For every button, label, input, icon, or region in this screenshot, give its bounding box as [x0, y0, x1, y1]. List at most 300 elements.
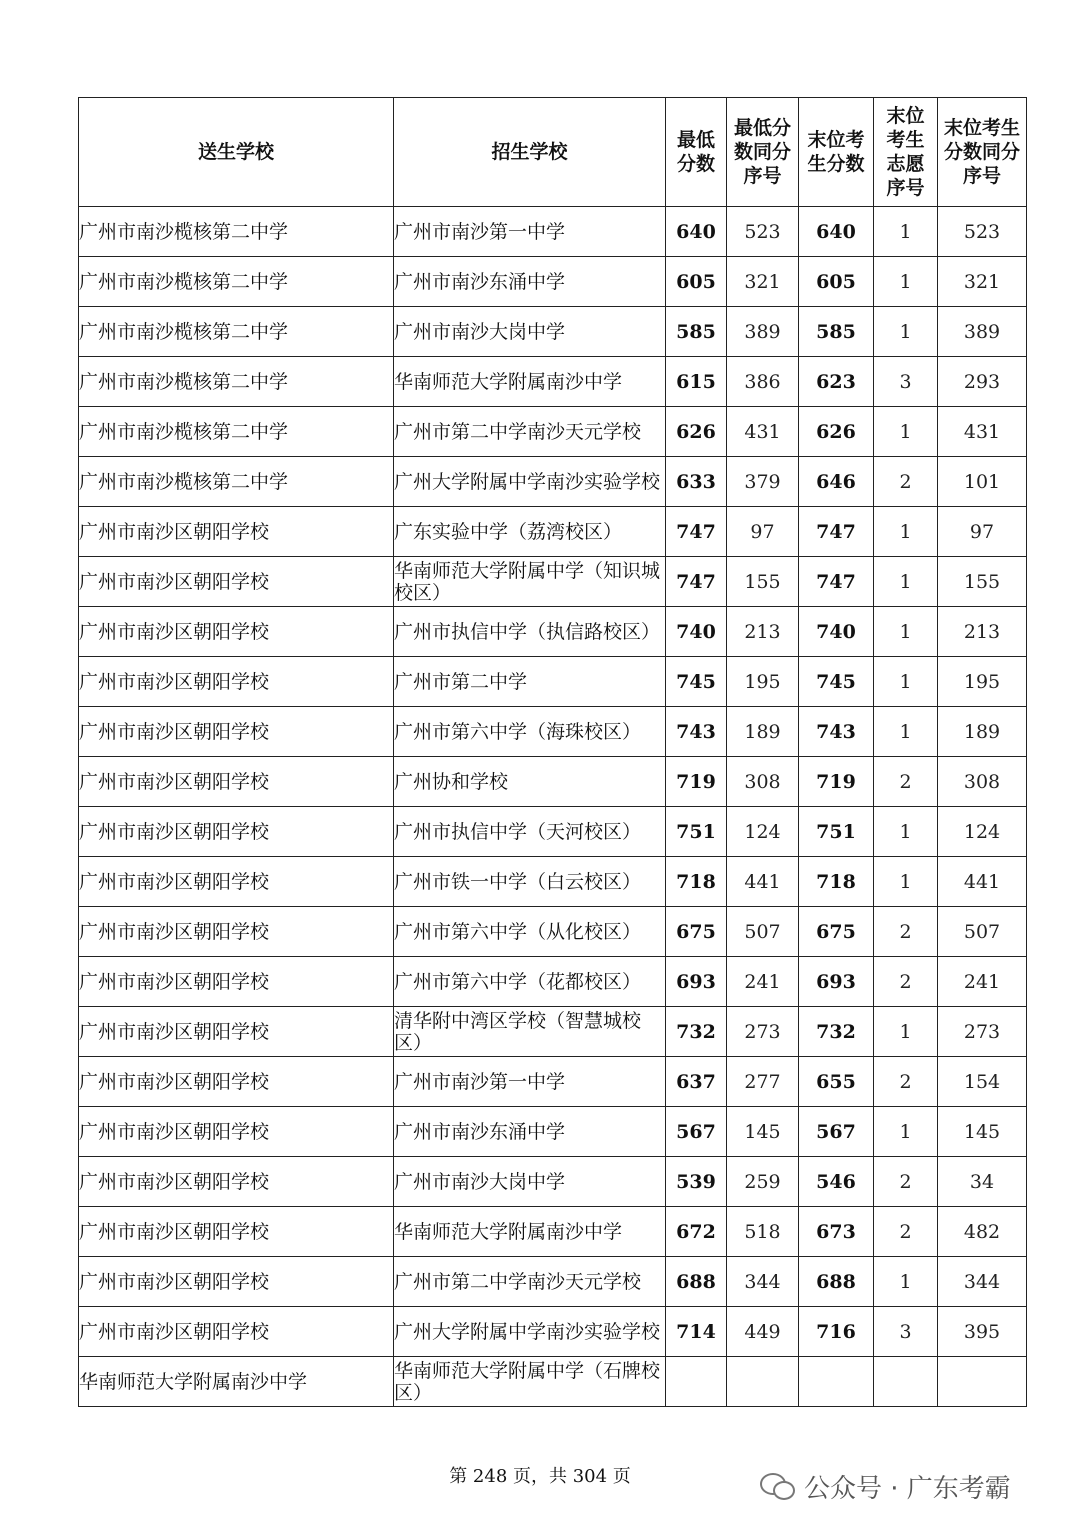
cell-last-score-seq-text: 507	[963, 920, 1001, 943]
cell-last-score-seq	[938, 457, 1027, 507]
cell-min-score-seq	[727, 457, 799, 507]
cell-min-score-text: 633	[676, 470, 716, 493]
cell-min-score-seq	[727, 307, 799, 357]
cell-last-score-seq-text: 395	[963, 1320, 1001, 1343]
cell-min-score-seq-text: 145	[744, 1120, 781, 1143]
cell-min-score	[666, 1107, 727, 1157]
cell-last-score-seq	[938, 1007, 1027, 1057]
cell-last-score	[799, 557, 874, 607]
cell-min-score-text: 637	[676, 1070, 716, 1093]
cell-min-score-seq-text: 507	[744, 920, 781, 943]
cell-min-score-seq-text: 259	[744, 1170, 781, 1193]
cell-min-score	[666, 1207, 727, 1257]
cell-send-school-text: 广州市南沙榄核第二中学	[79, 220, 289, 243]
cell-last-score-text: 747	[816, 520, 856, 543]
cell-recv-school	[394, 607, 666, 657]
cell-last-pref-text: 1	[899, 1020, 912, 1043]
cell-send-school	[79, 1257, 394, 1307]
cell-min-score-seq	[727, 607, 799, 657]
cell-last-score	[799, 707, 874, 757]
cell-recv-school	[394, 707, 666, 757]
cell-recv-school	[394, 507, 666, 557]
cell-min-score-seq	[727, 257, 799, 307]
cell-send-school	[79, 657, 394, 707]
cell-last-score	[799, 657, 874, 707]
cell-min-score-seq-text: 431	[744, 420, 781, 443]
cell-send-school	[79, 1307, 394, 1357]
cell-last-pref	[874, 1357, 938, 1407]
cell-min-score	[666, 757, 727, 807]
cell-last-score-seq-text: 189	[963, 720, 1001, 743]
cell-recv-school-text: 广州市第二中学南沙天元学校	[394, 1270, 642, 1293]
cell-min-score-seq	[727, 957, 799, 1007]
cell-send-school-text: 广州市南沙榄核第二中学	[79, 370, 289, 393]
cell-last-pref-text: 1	[899, 320, 912, 343]
cell-min-score-text: 539	[676, 1170, 716, 1193]
cell-min-score-seq	[727, 407, 799, 457]
cell-min-score-text: 740	[676, 620, 716, 643]
cell-min-score-seq	[727, 507, 799, 557]
cell-last-score	[799, 257, 874, 307]
cell-last-pref	[874, 1307, 938, 1357]
cell-send-school-text: 广州市南沙区朝阳学校	[79, 1220, 270, 1243]
cell-last-pref	[874, 807, 938, 857]
cell-send-school-text: 广州市南沙区朝阳学校	[79, 820, 270, 843]
wechat-icon	[760, 1471, 796, 1501]
cell-min-score-seq-text: 389	[744, 320, 781, 343]
cell-last-score-text: 688	[816, 1270, 856, 1293]
cell-send-school	[79, 1357, 394, 1407]
watermark-text: 公众号 · 广东考霸	[804, 1473, 1011, 1504]
cell-last-score-text: 719	[816, 770, 856, 793]
cell-min-score-seq	[727, 807, 799, 857]
cell-last-score-seq	[938, 407, 1027, 457]
cell-last-score-text: 546	[816, 1170, 856, 1193]
cell-recv-school-text: 广州市第二中学	[394, 670, 528, 693]
cell-last-score-seq-text: 101	[963, 470, 1001, 493]
cell-recv-school-text: 华南师范大学附属中学（知识城校区）	[394, 559, 661, 604]
cell-last-score-seq-text: 213	[963, 620, 1001, 643]
cell-send-school-text: 广州市南沙区朝阳学校	[79, 920, 270, 943]
cell-min-score-text: 672	[676, 1220, 716, 1243]
cell-last-pref-text: 1	[899, 270, 912, 293]
cell-send-school	[79, 907, 394, 957]
cell-last-score-seq	[938, 907, 1027, 957]
cell-last-score-seq	[938, 1157, 1027, 1207]
cell-send-school-text: 华南师范大学附属南沙中学	[79, 1370, 308, 1393]
cell-last-score-seq-text: 34	[969, 1170, 995, 1193]
cell-last-score-seq	[938, 807, 1027, 857]
cell-min-score-text: 615	[676, 370, 716, 393]
cell-recv-school-text: 广州市第六中学（花都校区）	[394, 970, 642, 993]
cell-last-score-seq-text: 344	[963, 1270, 1001, 1293]
cell-last-score-seq-text: 155	[963, 570, 1001, 593]
cell-send-school	[79, 607, 394, 657]
table-row	[79, 257, 1027, 307]
cell-min-score	[666, 407, 727, 457]
cell-last-pref	[874, 657, 938, 707]
table-row	[79, 907, 1027, 957]
cell-last-pref-text: 1	[899, 870, 912, 893]
cell-last-pref-text: 1	[899, 820, 912, 843]
cell-min-score-text: 688	[676, 1270, 716, 1293]
cell-last-pref	[874, 457, 938, 507]
cell-last-score-seq	[938, 507, 1027, 557]
cell-min-score-text: 605	[676, 270, 716, 293]
cell-min-score-seq-text: 189	[744, 720, 781, 743]
cell-last-score-seq	[938, 1257, 1027, 1307]
cell-min-score-seq-text: 518	[744, 1220, 781, 1243]
cell-last-score-seq-text: 523	[963, 220, 1001, 243]
cell-last-score	[799, 1207, 874, 1257]
cell-last-pref-text: 1	[899, 420, 912, 443]
cell-min-score-seq-text: 277	[744, 1070, 781, 1093]
cell-recv-school-text: 广州市铁一中学（白云校区）	[394, 870, 642, 893]
cell-min-score	[666, 607, 727, 657]
cell-recv-school	[394, 457, 666, 507]
cell-last-score-seq	[938, 307, 1027, 357]
cell-last-pref-text: 2	[899, 470, 912, 493]
cell-last-score	[799, 357, 874, 407]
cell-last-score	[799, 957, 874, 1007]
cell-send-school-text: 广州市南沙区朝阳学校	[79, 520, 270, 543]
cell-min-score-seq-text: 213	[744, 620, 781, 643]
cell-last-score	[799, 207, 874, 257]
cell-min-score	[666, 1307, 727, 1357]
cell-recv-school	[394, 757, 666, 807]
cell-min-score-seq	[727, 1157, 799, 1207]
cell-recv-school-text: 广州市南沙大岗中学	[394, 1170, 566, 1193]
cell-min-score	[666, 207, 727, 257]
header-last-score-seq	[938, 98, 1027, 207]
cell-last-pref-text: 1	[899, 1120, 912, 1143]
cell-min-score-seq-text: 195	[744, 670, 781, 693]
cell-recv-school	[394, 1157, 666, 1207]
cell-last-score-text: 716	[816, 1320, 856, 1343]
cell-send-school-text: 广州市南沙榄核第二中学	[79, 420, 289, 443]
cell-send-school-text: 广州市南沙榄核第二中学	[79, 270, 289, 293]
cell-send-school-text: 广州市南沙区朝阳学校	[79, 1270, 270, 1293]
cell-recv-school-text: 广州市南沙第一中学	[394, 1070, 566, 1093]
cell-send-school	[79, 1007, 394, 1057]
table-row	[79, 1357, 1027, 1407]
cell-send-school-text: 广州市南沙区朝阳学校	[79, 1170, 270, 1193]
cell-last-score	[799, 507, 874, 557]
cell-min-score-seq	[727, 1007, 799, 1057]
cell-recv-school	[394, 907, 666, 957]
cell-last-score	[799, 857, 874, 907]
cell-last-score-text: 626	[816, 420, 856, 443]
cell-min-score-seq-text: 379	[744, 470, 781, 493]
cell-last-score-seq	[938, 557, 1027, 607]
cell-last-score-seq-text: 154	[963, 1070, 1001, 1093]
cell-last-score-text: 640	[816, 220, 856, 243]
cell-min-score-seq	[727, 557, 799, 607]
cell-recv-school-text: 清华附中湾区学校（智慧城校区）	[394, 1009, 642, 1054]
cell-min-score-text: 626	[676, 420, 716, 443]
cell-last-pref	[874, 1157, 938, 1207]
cell-last-score	[799, 1257, 874, 1307]
cell-send-school	[79, 1207, 394, 1257]
cell-recv-school-text: 华南师范大学附属中学（石牌校区）	[394, 1359, 661, 1404]
cell-min-score	[666, 807, 727, 857]
table-row	[79, 807, 1027, 857]
cell-min-score-seq	[727, 1307, 799, 1357]
table-row	[79, 1107, 1027, 1157]
cell-last-score-seq-text: 195	[963, 670, 1001, 693]
cell-last-pref	[874, 907, 938, 957]
table-row	[79, 507, 1027, 557]
cell-min-score-seq-text: 523	[744, 220, 781, 243]
cell-last-pref	[874, 507, 938, 557]
cell-min-score	[666, 857, 727, 907]
header-last-score-text: 末位考生分数	[807, 129, 865, 175]
cell-min-score-text: 751	[676, 820, 716, 843]
cell-last-score-text: 585	[816, 320, 856, 343]
cell-min-score	[666, 1257, 727, 1307]
table-row	[79, 407, 1027, 457]
cell-recv-school-text: 广州市第二中学南沙天元学校	[394, 420, 642, 443]
cell-last-pref	[874, 707, 938, 757]
cell-last-score-seq-text: 308	[963, 770, 1001, 793]
cell-min-score-text: 693	[676, 970, 716, 993]
cell-min-score-seq-text: 124	[744, 820, 781, 843]
cell-recv-school-text: 广州市南沙东涌中学	[394, 270, 566, 293]
cell-last-pref-text: 3	[899, 370, 912, 393]
cell-last-pref	[874, 207, 938, 257]
cell-min-score	[666, 1157, 727, 1207]
cell-last-score-seq	[938, 957, 1027, 1007]
cell-send-school-text: 广州市南沙区朝阳学校	[79, 770, 270, 793]
cell-last-pref-text: 1	[899, 220, 912, 243]
cell-last-score	[799, 407, 874, 457]
cell-last-score	[799, 1007, 874, 1057]
cell-last-score-text: 745	[816, 670, 856, 693]
cell-last-pref	[874, 557, 938, 607]
cell-last-pref	[874, 757, 938, 807]
cell-last-score-text: 655	[816, 1070, 856, 1093]
cell-last-pref-text: 2	[899, 1220, 912, 1243]
cell-last-score	[799, 1057, 874, 1107]
cell-recv-school-text: 广州市南沙东涌中学	[394, 1120, 566, 1143]
table-row	[79, 857, 1027, 907]
cell-min-score-seq-text: 155	[744, 570, 781, 593]
cell-recv-school-text: 广州协和学校	[394, 770, 509, 793]
cell-send-school	[79, 257, 394, 307]
cell-last-score-seq	[938, 657, 1027, 707]
cell-last-pref	[874, 257, 938, 307]
cell-last-score-text: 567	[816, 1120, 856, 1143]
cell-send-school-text: 广州市南沙区朝阳学校	[79, 1320, 270, 1343]
cell-recv-school	[394, 1207, 666, 1257]
cell-min-score	[666, 657, 727, 707]
cell-last-score-text: 605	[816, 270, 856, 293]
cell-last-score-seq-text: 431	[963, 420, 1001, 443]
cell-last-score-seq-text: 389	[963, 320, 1001, 343]
table-row	[79, 707, 1027, 757]
cell-last-score-text: 718	[816, 870, 856, 893]
cell-last-pref	[874, 1007, 938, 1057]
cell-recv-school	[394, 257, 666, 307]
cell-min-score-seq-text: 97	[750, 520, 775, 543]
cell-min-score	[666, 907, 727, 957]
cell-last-score-seq	[938, 1107, 1027, 1157]
cell-last-score	[799, 807, 874, 857]
cell-min-score-text: 732	[676, 1020, 716, 1043]
cell-recv-school	[394, 207, 666, 257]
cell-recv-school	[394, 1357, 666, 1407]
cell-last-score-text: 675	[816, 920, 856, 943]
cell-last-pref-text: 2	[899, 970, 912, 993]
cell-last-pref	[874, 357, 938, 407]
cell-min-score-seq	[727, 1057, 799, 1107]
cell-last-pref-text: 2	[899, 770, 912, 793]
cell-min-score-seq	[727, 907, 799, 957]
table-row	[79, 607, 1027, 657]
header-min-score-text: 最低分数	[676, 129, 715, 175]
cell-recv-school-text: 广州市第六中学（从化校区）	[394, 920, 642, 943]
cell-last-score	[799, 1157, 874, 1207]
table-row	[79, 357, 1027, 407]
cell-recv-school	[394, 407, 666, 457]
cell-recv-school-text: 广州市南沙大岗中学	[394, 320, 566, 343]
cell-last-score-seq-text: 241	[963, 970, 1001, 993]
cell-min-score-seq	[727, 357, 799, 407]
cell-send-school-text: 广州市南沙区朝阳学校	[79, 1070, 270, 1093]
cell-min-score-seq	[727, 1207, 799, 1257]
cell-recv-school	[394, 1107, 666, 1157]
header-min-score-seq	[727, 98, 799, 207]
cell-recv-school-text: 广东实验中学（荔湾校区）	[394, 520, 623, 543]
cell-recv-school	[394, 957, 666, 1007]
page-number: 第 248 页，共 304 页	[449, 1466, 631, 1487]
cell-last-score	[799, 757, 874, 807]
table-row	[79, 757, 1027, 807]
table-row	[79, 1057, 1027, 1107]
cell-min-score-seq-text: 344	[744, 1270, 781, 1293]
cell-send-school-text: 广州市南沙区朝阳学校	[79, 720, 270, 743]
cell-send-school-text: 广州市南沙榄核第二中学	[79, 320, 289, 343]
cell-send-school	[79, 557, 394, 607]
cell-min-score-text: 718	[676, 870, 716, 893]
cell-send-school-text: 广州市南沙区朝阳学校	[79, 870, 270, 893]
cell-recv-school-text: 广州大学附属中学南沙实验学校	[394, 1320, 661, 1343]
cell-last-pref	[874, 1257, 938, 1307]
cell-last-pref	[874, 957, 938, 1007]
watermark	[760, 1466, 1011, 1506]
cell-last-pref	[874, 307, 938, 357]
cell-last-score-text: 743	[816, 720, 856, 743]
cell-send-school-text: 广州市南沙区朝阳学校	[79, 970, 270, 993]
cell-min-score-text: 745	[676, 670, 716, 693]
cell-last-score-seq	[938, 1357, 1027, 1407]
cell-min-score	[666, 257, 727, 307]
cell-min-score-seq	[727, 1357, 799, 1407]
cell-last-score-seq-text: 97	[969, 520, 995, 543]
cell-send-school	[79, 707, 394, 757]
cell-last-pref-text: 1	[899, 1270, 912, 1293]
cell-min-score	[666, 1357, 727, 1407]
cell-min-score-seq	[727, 857, 799, 907]
cell-recv-school	[394, 357, 666, 407]
cell-min-score	[666, 957, 727, 1007]
cell-min-score-seq-text: 449	[744, 1320, 781, 1343]
cell-min-score-seq	[727, 757, 799, 807]
table-row	[79, 1257, 1027, 1307]
cell-last-score-text: 747	[816, 570, 856, 593]
cell-last-score-seq	[938, 707, 1027, 757]
cell-last-pref	[874, 607, 938, 657]
cell-recv-school-text: 广州市南沙第一中学	[394, 220, 566, 243]
cell-last-score-text: 751	[816, 820, 856, 843]
cell-last-score-seq	[938, 1207, 1027, 1257]
cell-last-score-seq	[938, 1307, 1027, 1357]
cell-last-score-seq	[938, 857, 1027, 907]
table-row	[79, 1207, 1027, 1257]
cell-min-score-seq-text: 308	[744, 770, 781, 793]
cell-last-pref-text: 1	[899, 570, 912, 593]
cell-min-score	[666, 1057, 727, 1107]
header-send-school: 送生学校	[79, 98, 394, 207]
cell-last-score-seq-text: 321	[963, 270, 1001, 293]
cell-recv-school-text: 广州市第六中学（海珠校区）	[394, 720, 642, 743]
cell-last-score	[799, 1357, 874, 1407]
cell-last-pref-text: 1	[899, 720, 912, 743]
cell-min-score-seq-text: 386	[744, 370, 781, 393]
cell-min-score	[666, 707, 727, 757]
cell-last-pref-text: 2	[899, 1070, 912, 1093]
score-table	[78, 97, 1027, 1407]
cell-send-school	[79, 507, 394, 557]
cell-last-pref-text: 2	[899, 920, 912, 943]
cell-min-score-seq	[727, 1257, 799, 1307]
cell-send-school	[79, 807, 394, 857]
cell-min-score-seq-text: 321	[744, 270, 781, 293]
cell-last-score-text: 740	[816, 620, 856, 643]
table-body	[79, 207, 1027, 1407]
cell-last-pref	[874, 407, 938, 457]
cell-send-school-text: 广州市南沙区朝阳学校	[79, 620, 270, 643]
table-row	[79, 307, 1027, 357]
cell-recv-school-text: 广州市执信中学（天河校区）	[394, 820, 642, 843]
header-recv-school: 招生学校	[394, 98, 666, 207]
cell-recv-school	[394, 557, 666, 607]
cell-send-school	[79, 407, 394, 457]
cell-recv-school	[394, 307, 666, 357]
table-row	[79, 207, 1027, 257]
cell-send-school	[79, 957, 394, 1007]
header-last-score	[799, 98, 874, 207]
header-min-score-seq-text: 最低分数同分序号	[733, 117, 791, 187]
cell-last-score-seq	[938, 257, 1027, 307]
cell-last-score-seq-text: 293	[963, 370, 1001, 393]
cell-last-pref-text: 2	[899, 1170, 912, 1193]
cell-min-score-text: 747	[676, 570, 716, 593]
cell-min-score	[666, 1007, 727, 1057]
cell-recv-school	[394, 1007, 666, 1057]
cell-min-score-text: 714	[676, 1320, 716, 1343]
cell-last-score-seq	[938, 357, 1027, 407]
cell-last-score	[799, 307, 874, 357]
cell-last-score-seq-text: 273	[963, 1020, 1001, 1043]
cell-send-school	[79, 757, 394, 807]
table-row	[79, 1157, 1027, 1207]
cell-min-score-seq	[727, 1107, 799, 1157]
cell-recv-school-text: 广州市执信中学（执信路校区）	[394, 620, 661, 643]
cell-last-score-text: 646	[816, 470, 856, 493]
cell-send-school-text: 广州市南沙区朝阳学校	[79, 570, 270, 593]
cell-send-school	[79, 357, 394, 407]
